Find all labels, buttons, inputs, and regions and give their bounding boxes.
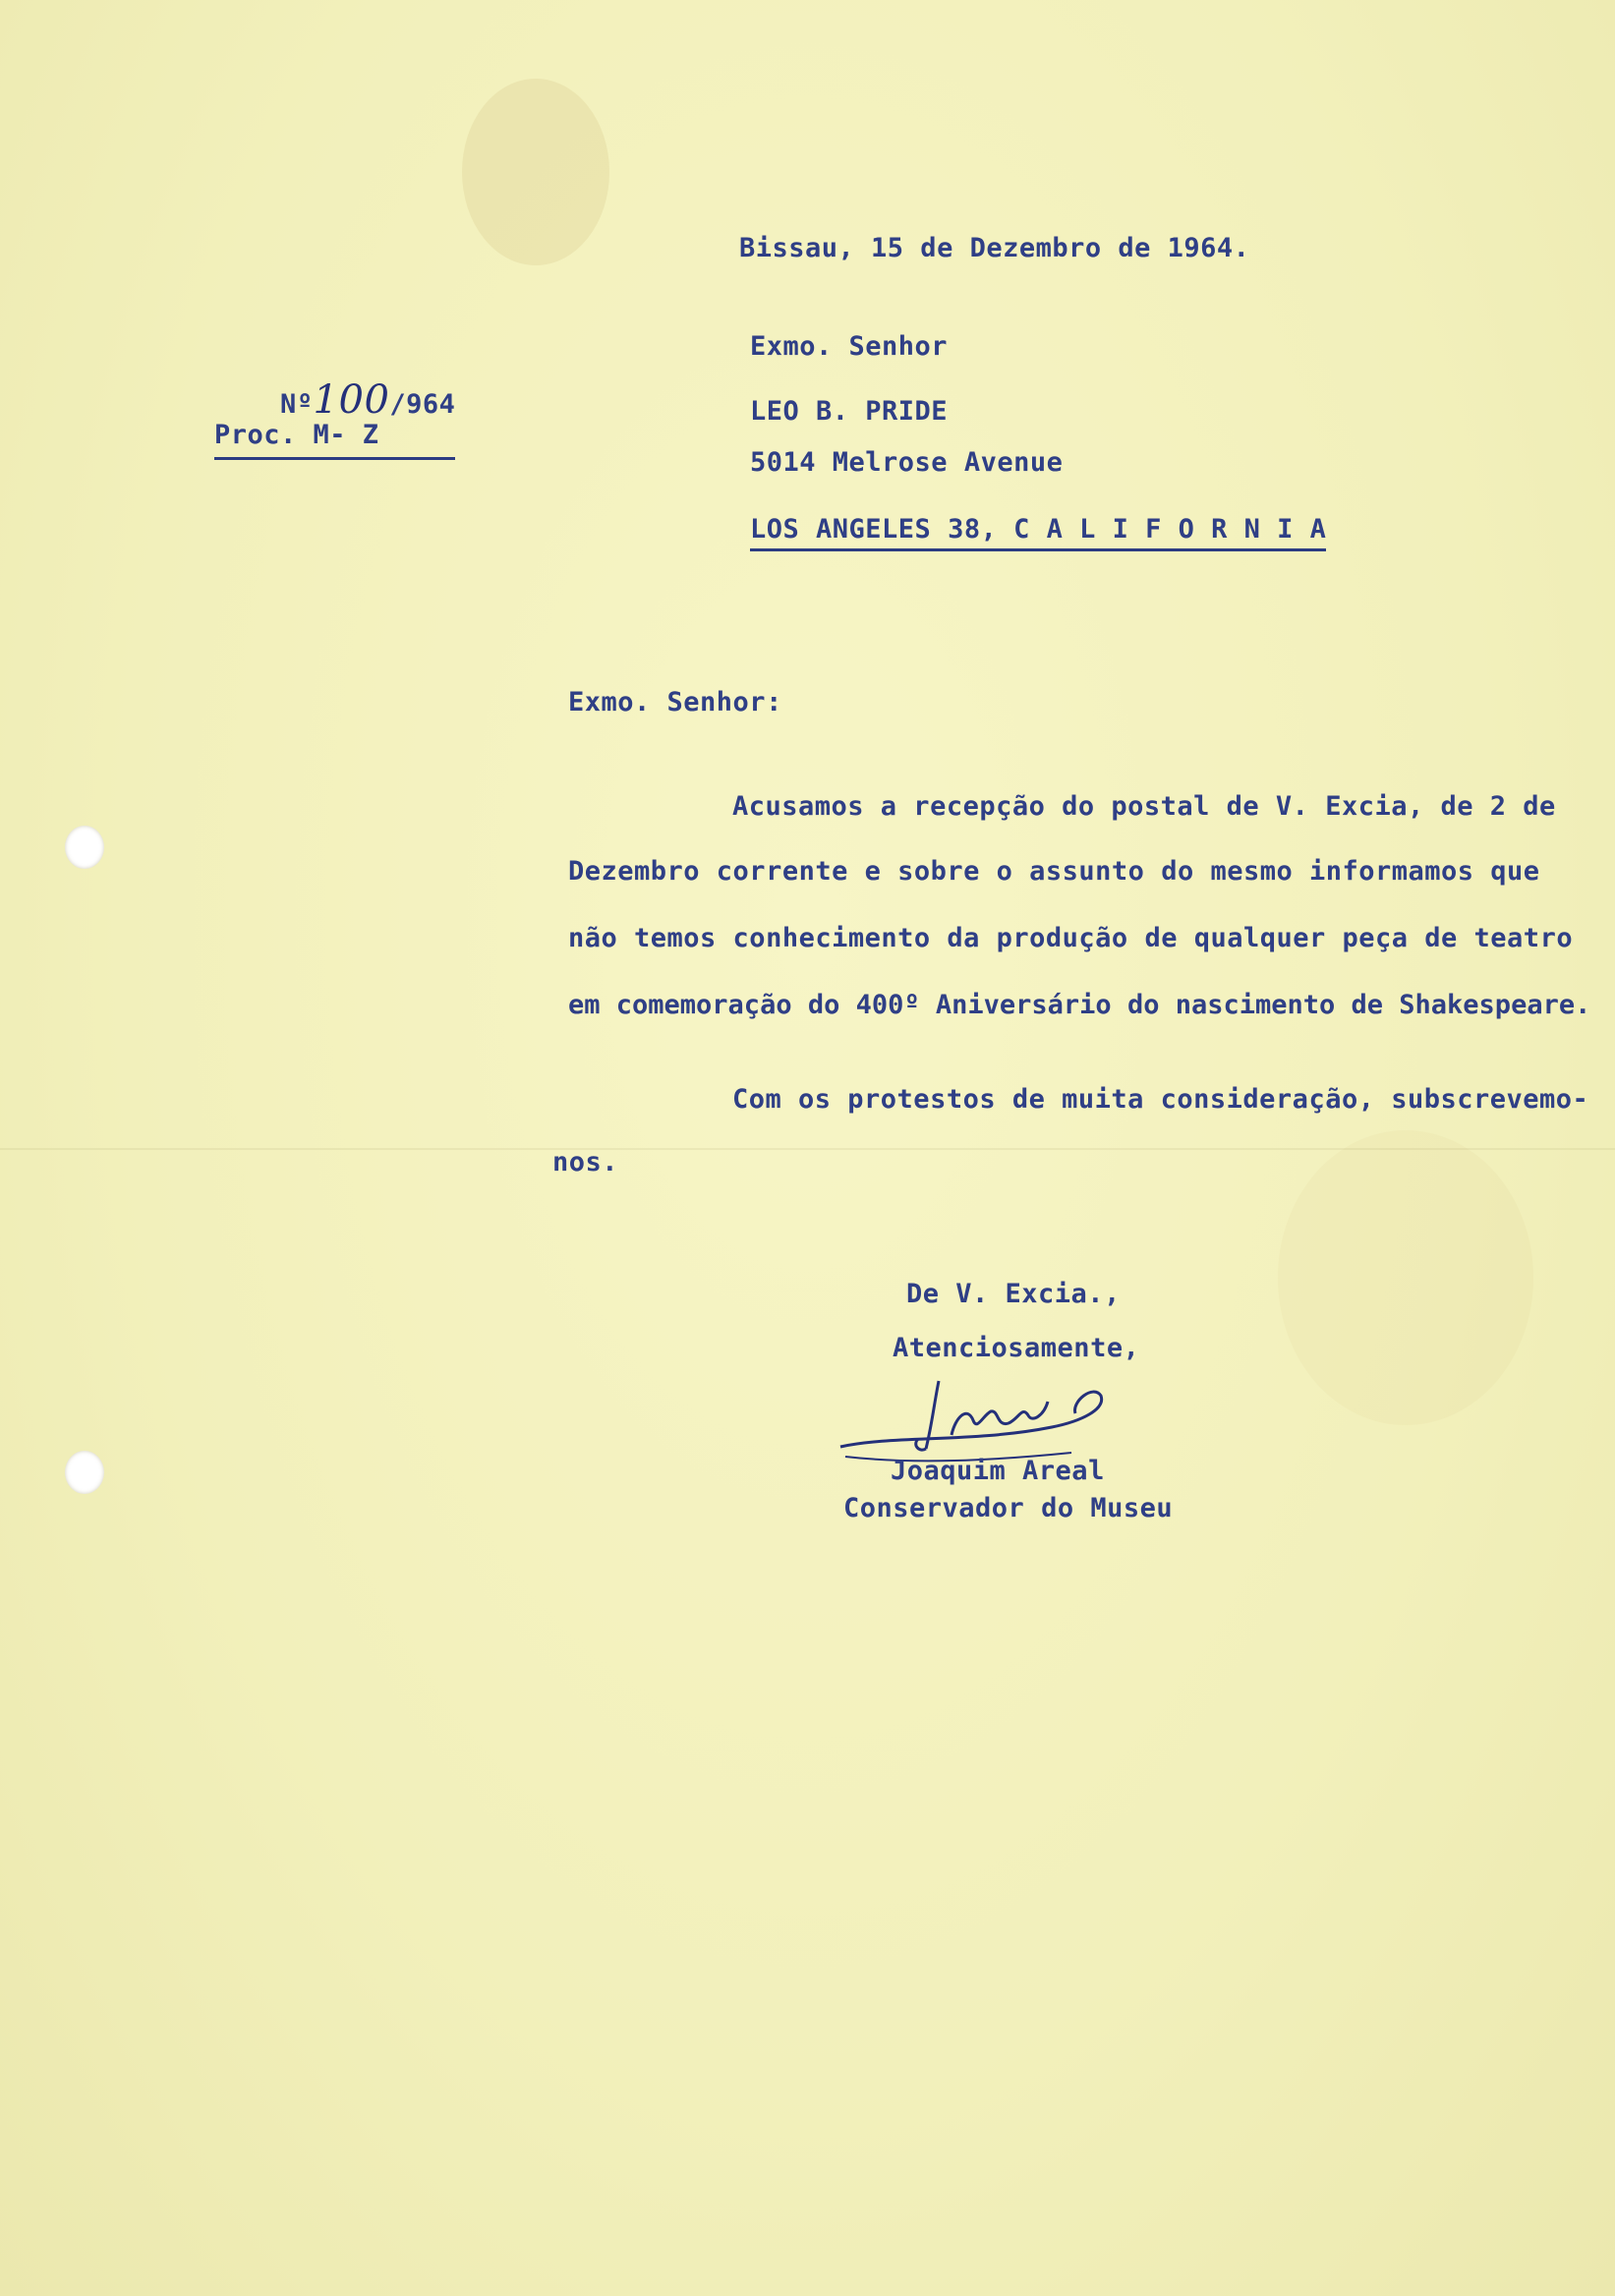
body-line: em comemoração do 400º Aniversário do nascimento de Shakespeare. — [568, 990, 1591, 1020]
date-line: Bissau, 15 de Dezembro de 1964. — [739, 233, 1250, 263]
body-line: Dezembro corrente e sobre o assunto do mesmo informamos que — [568, 856, 1540, 887]
number-prefix: Nº — [280, 389, 314, 420]
paper-fold — [0, 1148, 1615, 1150]
paper-stain — [1278, 1130, 1533, 1425]
recipient-name: LEO B. PRIDE — [750, 396, 949, 427]
recipient-salutation: Exmo. Senhor — [750, 331, 949, 362]
signer-name: Joaquim Areal — [891, 1456, 1105, 1486]
closing-line: De V. Excia., — [906, 1279, 1121, 1309]
recipient-street: 5014 Melrose Avenue — [750, 447, 1064, 478]
number-suffix: /964 — [389, 389, 456, 420]
punch-hole-bottom — [65, 1451, 104, 1494]
recipient-city: LOS ANGELES 38, C A L I F O R N I A — [750, 513, 1326, 551]
closing-line: Atenciosamente, — [893, 1333, 1140, 1363]
body-line: nos. — [552, 1147, 619, 1177]
handwritten-number: 100 — [313, 377, 390, 423]
signer-title: Conservador do Museu — [843, 1493, 1174, 1523]
greeting: Exmo. Senhor: — [568, 687, 782, 718]
punch-hole-top — [65, 826, 104, 869]
body-line: não temos conhecimento da produção de qualquer peça de teatro — [568, 923, 1574, 953]
body-line: Com os protestos de muita consideração, subscrevemo- — [732, 1084, 1589, 1115]
process-reference: Proc. M- Z — [214, 420, 379, 450]
paper-stain — [462, 79, 609, 265]
body-line: Acusamos a recepção do postal de V. Excia, de 2 de — [732, 791, 1556, 822]
